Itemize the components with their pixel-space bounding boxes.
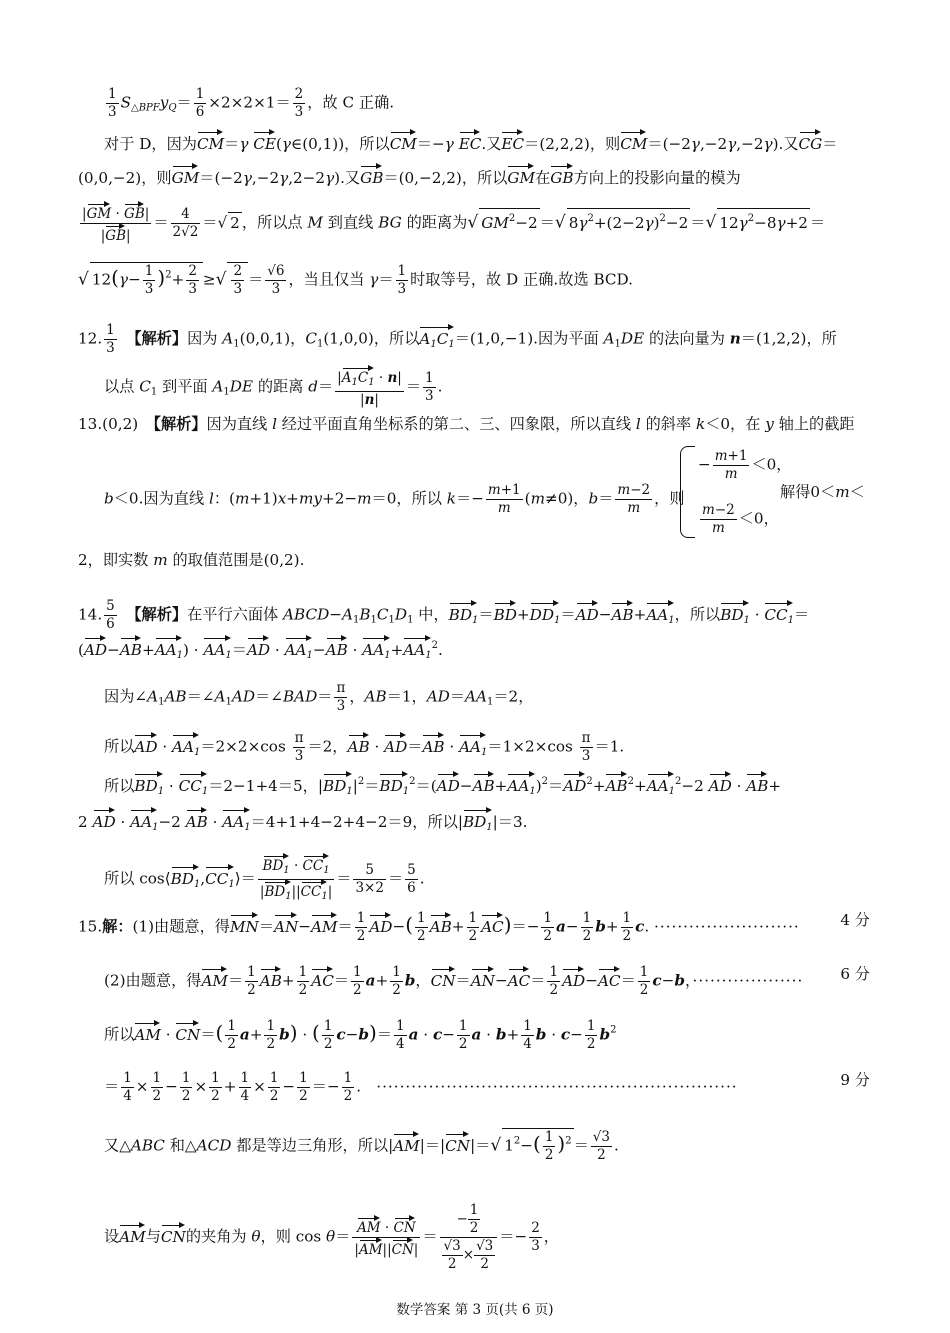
text-line: 对于 D，因为CM＝γ CE(γ∈(0,1))，所以CM＝−γ EC.又EC＝(2,2,2)，则CM＝(−2γ,−2γ,−2γ).又CG＝ [104, 130, 837, 154]
text-line: 设AM与CN的夹角为 θ，则 cos θ＝ $\frac{AM \cdot CN}{|AM||CN|}$ ＝ − $\frac{1}{2}$ $\frac{√3}{2}$ × $\frac{√3}{2}$ ＝− $\frac{2}{3}$ ， [104, 1202, 559, 1272]
text-line: $\frac{|GM \cdot GB|}{|GB|}$ ＝ $\frac{4}{2√2}$ ＝√ 2 ，所以点 M 到直线 BG 的距离为√ $GM^2-2$ ＝√ $8\gamma^2+(2-2\gamma)^2-2$ ＝√ $12\gamma^2-8\gamma+2$ ＝ [78, 202, 825, 245]
score-9: 9 分 [840, 1071, 870, 1089]
question-14: 14. $\frac{5}{6}$ 【解析】在平行六面体 $ABCD-A_1B_1C_1D_1$ 中，$BD_1=BD+DD_1=AD-AB+AA_1$，所以$BD_1 \cdot CC_1=$ [78, 598, 810, 632]
text-line: 2，即实数 m 的取值范围是(0,2). [78, 551, 305, 569]
question-15: 15.解：(1)由题意，得MN＝AN−AM＝ $\frac{1}{2}$ AD−( $\frac{1}{2}$ AB+ $\frac{1}{2}$ AC)＝− $\frac{1}{2}$ a− $\frac{1}{2}$ b+ $\frac{1}{2}$ c. ························· [78, 910, 800, 944]
text-line: (0,0,−2)，则GM＝(−2γ,−2γ,2−2γ).又GB＝(0,−2,2)，所以GM在GB方向上的投影向量的模为 [78, 164, 741, 188]
text-line: 所以$BD_1 \cdot CC_1=2-1+4=5$，$|BD_1|^2=BD_1^2=(AD-AB+AA_1)^2=AD^2+AB^2+AA_1^2-2$ AD · AB+ [104, 772, 781, 802]
score-4: 4 分 [840, 911, 870, 929]
text-line: 因为$\angle A_1AB=\angle A_1AD=\angle BAD=$ $\frac{\pi}{3}$ ，AB＝1，$AD=AA_1=2$， [104, 680, 534, 714]
text-line: 所以 $\cos⟨BD_1,CC_1⟩=$ $\frac{BD_1 \cdot CC_1}{|BD_1||CC_1|}$ ＝ $\frac{5}{3\times 2}$ ＝ $\frac{5}{6}$ . [104, 854, 425, 905]
text-line: − $\frac{m+1}{m}$ ＜0， [698, 448, 792, 482]
system-brace [680, 446, 695, 538]
question-12: 12. $\frac{1}{3}$ 【解析】因为 $A_1(0,0,1)$，$C_1(1,0,0)$，所以$A_1C_1=(1,0,-1)$.因为平面 $A_1DE$ 的法向量为 n＝(1,2,2)，所 [78, 322, 837, 356]
text-line: 2 AD · $AA_1-2$ AB · $AA_1=4+1+4-2+4-2=9$，所以$|BD_1|=3$. [78, 808, 527, 838]
text-line: 以点 $C_1$ 到平面 $A_1DE$ 的距离 d＝ $\frac{|A_1C_1 \cdot n|}{|n|}$ ＝ $\frac{1}{3}$ . [104, 366, 442, 409]
page-footer: 数学答案 第 3 页(共 6 页) [396, 1302, 554, 1318]
text-line: $\frac{1}{3}$ $S_{\triangle BPF}y_Q=$ $\frac{1}{6}$ ×2×2×1＝ $\frac{2}{3}$ ，故 C 正确. [108, 86, 395, 120]
text-line: $\frac{m-2}{m}$ ＜0， [702, 502, 779, 536]
question-13: 13.(0,2) 【解析】因为直线 l 经过平面直角坐标系的第二、三、四象限，所以直线 l 的斜率 k＜0，在 y 轴上的截距 [78, 415, 855, 433]
text-line: 又△ABC 和△ACD 都是等边三角形，所以|AM|＝|CN|＝√ $1^2-$( $\frac{1}{2}$ )$^2$ ＝ $\frac{√3}{2}$ . [104, 1129, 619, 1163]
text-line: 解得0＜m＜ [780, 483, 865, 501]
text-line: b＜0.因为直线 l：(m+1)x+my+2−m＝0，所以 k＝− $\frac{m+1}{m}$ (m≠0)，b＝ $\frac{m-2}{m}$ ，则 [104, 482, 685, 516]
text-line: (2)由题意，得AM＝ $\frac{1}{2}$ AB+ $\frac{1}{2}$ AC＝ $\frac{1}{2}$ a+ $\frac{1}{2}$ b，CN＝AN−AC＝ $\frac{1}{2}$ AD−AC＝ $\frac{1}{2}$ c−b，··················· [104, 964, 804, 998]
text-line: $(AD-AB+AA_1) \cdot AA_1=AD \cdot AA_1-AB \cdot AA_1+AA_1^2$. [78, 636, 443, 666]
text-line: √ 12(γ− $\frac{1}{3}$ )$^2$+ $\frac{2}{3}$ ≥√ $\frac{2}{3}$ ＝ $\frac{√6}{3}$ ，当且仅当 γ＝ $\frac{1}{3}$ 时取等号，故 D 正确.故选 BCD. [78, 263, 633, 297]
text-line: 所以AM · CN＝( $\frac{1}{2}$ a+ $\frac{1}{2}$ b) · ( $\frac{1}{2}$ c−b)＝ $\frac{1}{4}$ a · c− $\frac{1}{2}$ a · b+ $\frac{1}{4}$ b · c− $\frac{1}{2}$ $b^2$ [104, 1018, 617, 1052]
score-6: 6 分 [840, 965, 870, 983]
text-line: ＝ $\frac{1}{4}$ × $\frac{1}{2}$ − $\frac{1}{2}$ × $\frac{1}{2}$ + $\frac{1}{4}$ × $\frac{1}{2}$ − $\frac{1}{2}$ ＝− $\frac{1}{2}$ . ······························································ [104, 1070, 738, 1104]
text-line: 所以AD · $AA_1=2\times 2\times\cos$ $\frac{\pi}{3}$ ＝2，AB · $AD=AB \cdot AA_1=1\times 2\times\cos$ $\frac{\pi}{3}$ ＝1. [104, 730, 625, 764]
